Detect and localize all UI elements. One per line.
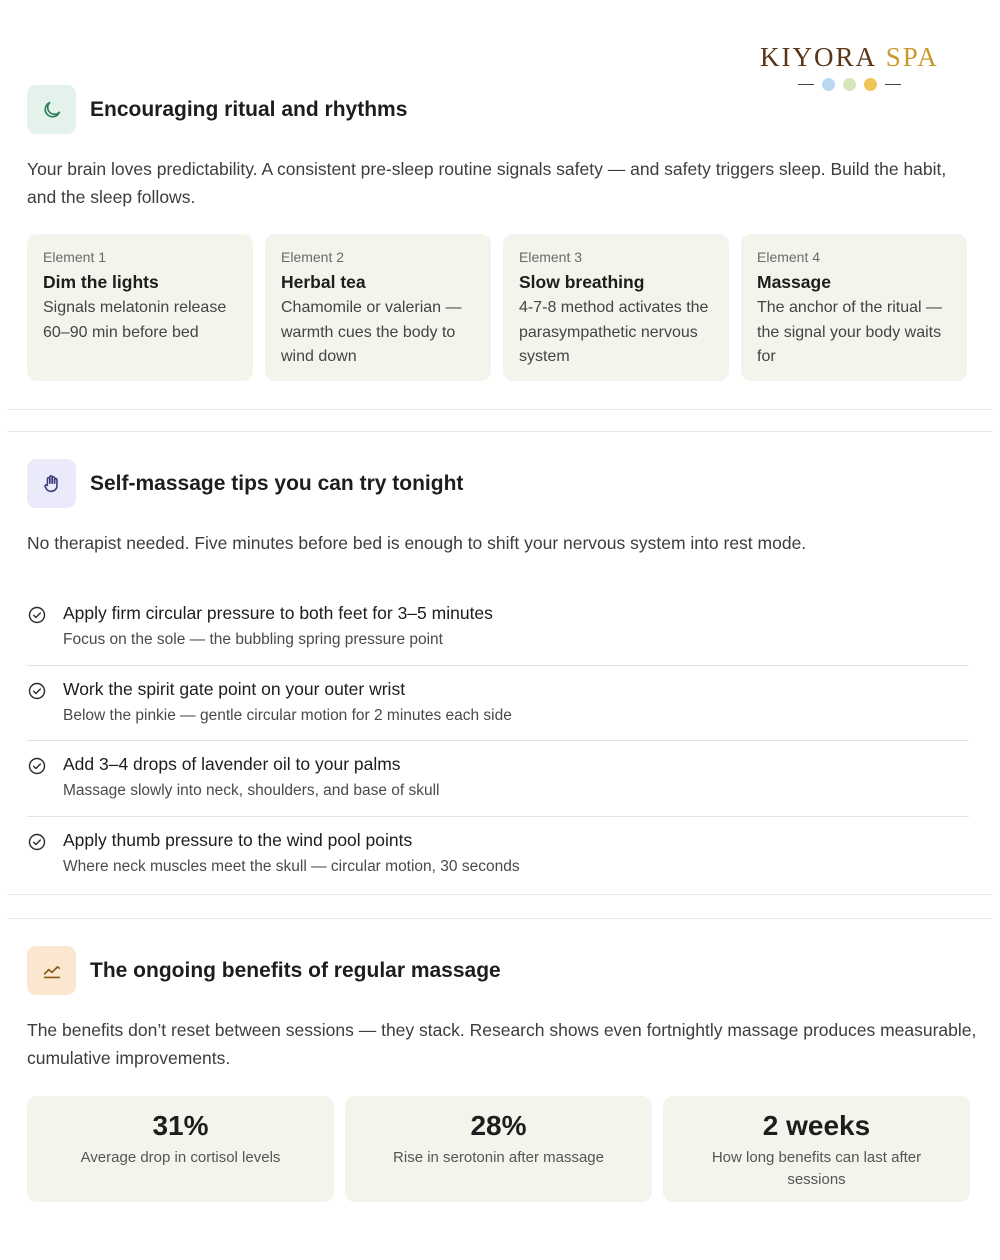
ritual-element-card: [265, 234, 491, 381]
element-text: 4-7-8 method activates the parasympathetic nervous system: [519, 299, 709, 365]
stat-value: 28%: [470, 1110, 527, 1141]
element-title: Herbal tea: [281, 272, 366, 292]
stat-value: 31%: [152, 1110, 209, 1141]
ritual-elements: [27, 234, 967, 381]
benefits-description: The benefits don’t reset between sessions — they stack. Research shows even fortnightly massage produces measurable, cumulative improvements.: [27, 1020, 977, 1068]
tip-subtitle: Focus on the sole — the bubbling spring pressure point: [63, 631, 443, 648]
element-title: Dim the lights: [43, 272, 159, 292]
benefit-stats: [27, 1096, 970, 1202]
self-massage-description: No therapist needed. Five minutes before bed is enough to shift your nervous system into rest mode.: [27, 533, 807, 553]
stat-card: [663, 1096, 970, 1202]
list-item: [27, 817, 969, 893]
tip-subtitle: Where neck muscles meet the skull — circular motion, 30 seconds: [63, 857, 520, 875]
stat-value: 2 weeks: [762, 1110, 871, 1141]
list-item: [27, 666, 969, 742]
element-number: Element 2: [281, 249, 345, 265]
moon-icon: [27, 85, 76, 134]
element-number: Element 4: [757, 249, 821, 265]
stat-card: [27, 1096, 334, 1202]
ritual-header: [27, 85, 407, 134]
brand-word-kiyora: KIYORA: [760, 42, 877, 72]
list-item: [27, 590, 969, 666]
stat-label: How long benefits can last after sessions: [711, 1149, 922, 1188]
element-text: Signals melatonin release 60–90 min before bed: [43, 299, 227, 341]
benefits-title: The ongoing benefits of regular massage: [90, 958, 501, 982]
ritual-section: [7, 0, 993, 410]
ritual-element-card: [741, 234, 967, 381]
check-circle-icon: [27, 753, 63, 816]
trend-chart-icon: [27, 946, 76, 995]
tip-subtitle: Massage slowly into neck, shoulders, and base of skull: [63, 782, 440, 799]
element-title: Massage: [757, 272, 831, 292]
tip-title: Apply thumb pressure to the wind pool points: [63, 829, 413, 850]
list-item: [27, 741, 969, 817]
stat-label: Rise in serotonin after massage: [393, 1149, 604, 1166]
tips-list: [27, 590, 969, 892]
self-massage-header: [27, 459, 463, 508]
element-text: Chamomile or valerian — warmth cues the body to wind down: [281, 299, 462, 365]
ritual-title: Encouraging ritual and rhythms: [90, 97, 408, 121]
self-massage-section: [7, 431, 993, 895]
element-number: Element 3: [519, 249, 583, 265]
tip-subtitle: Below the pinkie — gentle circular motion for 2 minutes each side: [63, 706, 512, 724]
brand-word-spa: SPA: [885, 42, 939, 72]
stat-card: [345, 1096, 652, 1202]
hand-icon: [27, 459, 76, 508]
check-circle-icon: [27, 829, 63, 893]
benefits-header: [27, 946, 501, 995]
element-title: Slow breathing: [519, 272, 645, 292]
stat-label: Average drop in cortisol levels: [80, 1149, 281, 1166]
tip-title: Work the spirit gate point on your outer wrist: [63, 678, 406, 699]
check-circle-icon: [27, 678, 63, 741]
ritual-element-card: [503, 234, 729, 381]
tip-title: Apply firm circular pressure to both feet for 3–5 minutes: [63, 603, 493, 623]
benefits-section: [7, 918, 993, 1260]
self-massage-title: Self-massage tips you can try tonight: [90, 471, 464, 495]
element-text: The anchor of the ritual — the signal your body waits for: [757, 299, 942, 365]
tip-title: Add 3–4 drops of lavender oil to your palms: [63, 754, 401, 774]
ritual-description: Your brain loves predictability. A consistent pre-sleep routine signals safety — and safety triggers sleep. Build the habit, and the sleep follows.: [27, 159, 947, 207]
element-number: Element 1: [43, 249, 107, 265]
ritual-element-card: [27, 234, 253, 381]
check-circle-icon: [27, 602, 63, 665]
